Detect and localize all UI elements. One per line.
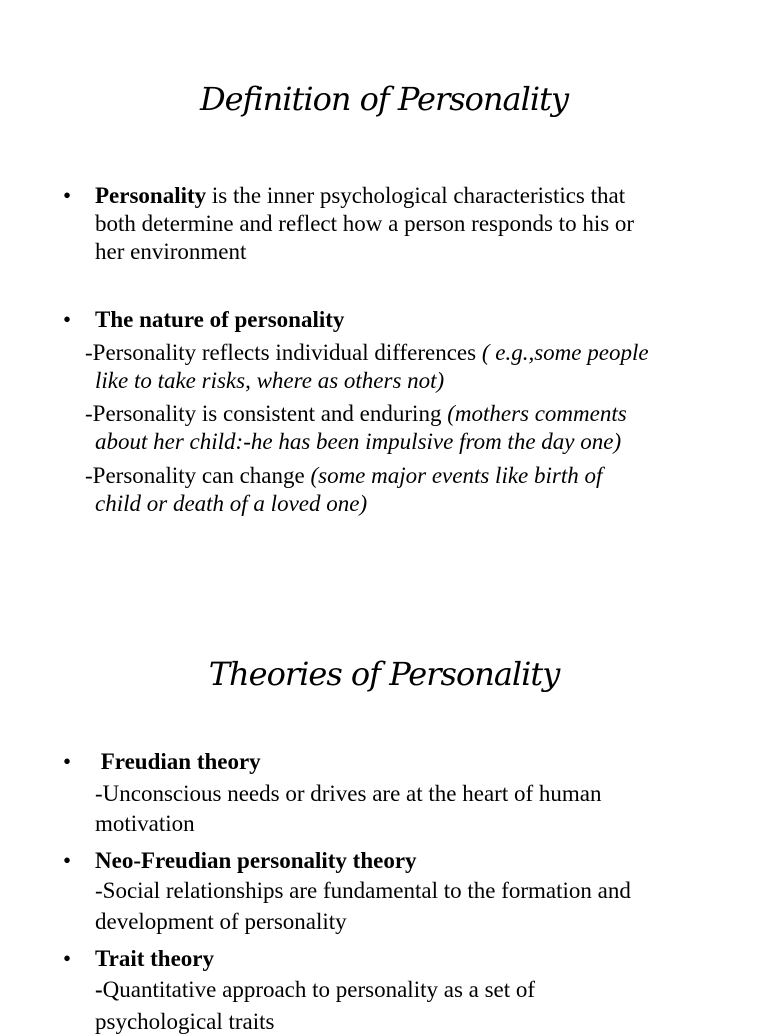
theory-trait-line-2: psychological traits <box>95 1009 275 1034</box>
theory-text: Quantitative approach to personality as a set of <box>102 977 536 1002</box>
definition-line-1 <box>95 182 625 210</box>
point-text: -Personality reflects individual differences <box>85 340 482 365</box>
nature-point-1-cont: like to take risks, where as others not) <box>95 368 445 393</box>
theory-freudian-line-1: -Unconscious needs or drives are at the heart of human <box>95 781 602 806</box>
term-personality: Personality <box>95 183 207 208</box>
theory-heading: Trait theory <box>95 946 215 971</box>
theory-neo-freudian-line-1: -Social relationships are fundamental to the formation and <box>95 878 631 903</box>
bullet: • <box>63 946 72 971</box>
nature-point-1 <box>85 339 649 367</box>
nature-point-2 <box>85 400 627 428</box>
nature-point-3 <box>85 462 602 490</box>
nature-point-3-cont: child or death of a loved one) <box>95 491 368 516</box>
bullet: • <box>63 183 72 208</box>
point-text: -Personality can change <box>85 463 311 488</box>
point-note: ( e.g.,some people <box>481 340 649 365</box>
point-note: (some major events like birth of <box>310 463 603 488</box>
bullet: • <box>63 848 72 873</box>
theory-freudian-line-2: motivation <box>95 811 195 836</box>
bullet: • <box>63 307 72 332</box>
section-title-definition: Definition of Personality <box>199 80 569 118</box>
point-text: -Personality is consistent and enduring <box>85 401 448 426</box>
dash: - <box>95 977 103 1002</box>
nature-heading <box>95 306 344 334</box>
definition-line-3: her environment <box>95 239 247 264</box>
definition-text: is the inner psychological characteristics that <box>206 183 626 208</box>
theory-neo-freudian-heading <box>95 847 417 875</box>
theory-trait-heading <box>95 945 214 973</box>
bullet: • <box>63 749 72 774</box>
theory-neo-freudian-line-2: development of personality <box>95 909 347 934</box>
point-note: (mothers comments <box>447 401 627 426</box>
theory-freudian-heading <box>95 748 261 776</box>
theory-heading: Freudian theory <box>95 749 261 774</box>
theory-heading: Neo-Freudian personality theory <box>95 848 417 873</box>
definition-line-2: both determine and reflect how a person responds to his or <box>95 211 635 236</box>
nature-heading-text: The nature of personality <box>95 307 345 332</box>
section-title-theories: Theories of Personality <box>208 655 560 693</box>
theory-trait-line-1 <box>95 976 535 1004</box>
nature-point-2-cont: about her child:-he has been impulsive from the day one) <box>95 429 622 454</box>
